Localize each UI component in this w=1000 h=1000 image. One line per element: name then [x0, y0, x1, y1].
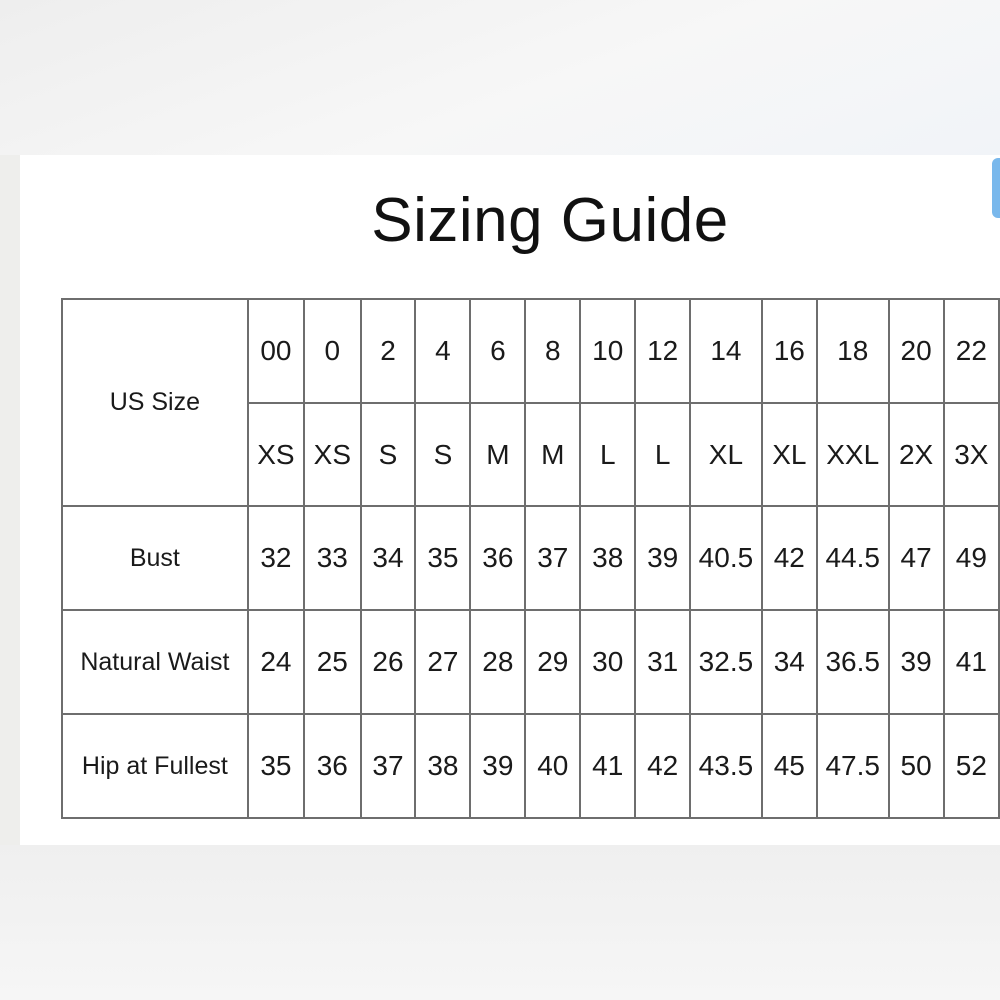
cell-letter-size: XL: [762, 403, 817, 506]
cell-bust: 47: [889, 506, 944, 610]
cell-hip: 39: [470, 714, 525, 818]
cell-us-size: 14: [690, 299, 762, 403]
cell-hip: 42: [635, 714, 690, 818]
background-left-edge: [0, 155, 20, 845]
cell-us-size: 12: [635, 299, 690, 403]
cell-bust: 36: [470, 506, 525, 610]
page-title: Sizing Guide: [371, 186, 729, 255]
cell-hip: 43.5: [690, 714, 762, 818]
cell-letter-size: XXL: [817, 403, 889, 506]
cell-hip: 40: [525, 714, 580, 818]
cell-us-size: 6: [470, 299, 525, 403]
cell-hip: 35: [248, 714, 304, 818]
cell-letter-size: XS: [248, 403, 304, 506]
cell-waist: 25: [304, 610, 360, 714]
cell-bust: 32: [248, 506, 304, 610]
background-bottom: [0, 845, 1000, 1000]
cell-hip: 38: [415, 714, 470, 818]
cell-waist: 41: [944, 610, 999, 714]
cell-waist: 30: [580, 610, 635, 714]
cell-hip: 45: [762, 714, 817, 818]
cell-bust: 35: [415, 506, 470, 610]
cell-bust: 42: [762, 506, 817, 610]
cell-bust: 38: [580, 506, 635, 610]
cell-waist: 24: [248, 610, 304, 714]
cell-letter-size: XL: [690, 403, 762, 506]
cell-hip: 37: [361, 714, 416, 818]
cell-us-size: 20: [889, 299, 944, 403]
cell-bust: 39: [635, 506, 690, 610]
cell-us-size: 8: [525, 299, 580, 403]
cell-waist: 31: [635, 610, 690, 714]
bust-row: [62, 506, 999, 610]
cell-us-size: 22: [944, 299, 999, 403]
cell-waist: 34: [762, 610, 817, 714]
cell-waist: 39: [889, 610, 944, 714]
cell-letter-size: M: [525, 403, 580, 506]
cell-bust: 34: [361, 506, 416, 610]
cell-letter-size: L: [580, 403, 635, 506]
row-label-natural-waist: Natural Waist: [62, 610, 248, 714]
row-label-hip: Hip at Fullest: [62, 714, 248, 818]
cell-waist: 32.5: [690, 610, 762, 714]
cell-bust: 37: [525, 506, 580, 610]
us-size-numeric-row: [62, 299, 999, 403]
row-label-bust: Bust: [62, 506, 248, 610]
sizing-guide-card: [20, 155, 1000, 845]
hip-row: [62, 714, 999, 818]
cell-us-size: 4: [415, 299, 470, 403]
cell-waist: 36.5: [817, 610, 889, 714]
cell-us-size: 18: [817, 299, 889, 403]
cell-letter-size: S: [361, 403, 416, 506]
cell-bust: 33: [304, 506, 360, 610]
cell-waist: 29: [525, 610, 580, 714]
cell-bust: 40.5: [690, 506, 762, 610]
cell-letter-size: M: [470, 403, 525, 506]
row-label-us-size: US Size: [62, 299, 248, 506]
cell-waist: 27: [415, 610, 470, 714]
cell-letter-size: L: [635, 403, 690, 506]
side-tab-handle[interactable]: [992, 158, 1000, 218]
cell-hip: 47.5: [817, 714, 889, 818]
cell-us-size: 16: [762, 299, 817, 403]
size-chart-table: [61, 298, 1000, 819]
cell-us-size: 10: [580, 299, 635, 403]
cell-hip: 36: [304, 714, 360, 818]
cell-hip: 50: [889, 714, 944, 818]
cell-letter-size: 2X: [889, 403, 944, 506]
cell-letter-size: S: [415, 403, 470, 506]
cell-bust: 44.5: [817, 506, 889, 610]
cell-us-size: 2: [361, 299, 416, 403]
natural-waist-row: [62, 610, 999, 714]
cell-hip: 41: [580, 714, 635, 818]
cell-waist: 26: [361, 610, 416, 714]
cell-us-size: 00: [248, 299, 304, 403]
cell-us-size: 0: [304, 299, 360, 403]
cell-bust: 49: [944, 506, 999, 610]
background-top: [0, 0, 1000, 155]
cell-hip: 52: [944, 714, 999, 818]
cell-letter-size: XS: [304, 403, 360, 506]
cell-letter-size: 3X: [944, 403, 999, 506]
cell-waist: 28: [470, 610, 525, 714]
